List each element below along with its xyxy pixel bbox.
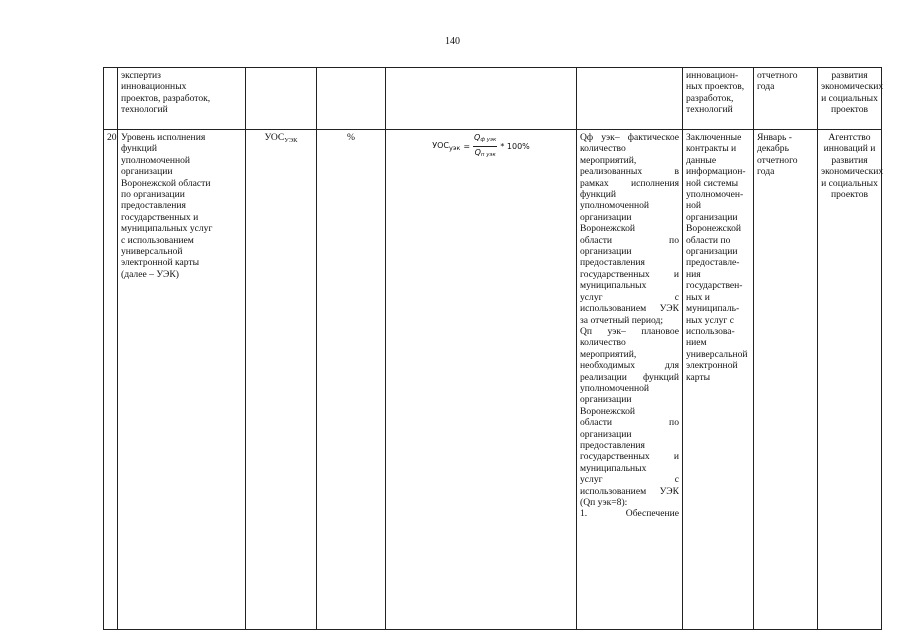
text-line: муниципальных — [580, 280, 647, 292]
text-line: организации — [580, 394, 632, 406]
text-line: Воронежской области — [121, 177, 211, 189]
cell-agency — [818, 68, 882, 130]
text-line: организации — [686, 211, 738, 223]
text-line: разработок, — [686, 92, 734, 104]
text-line: реализации функций — [580, 371, 679, 383]
text-line: универсальной — [121, 246, 183, 258]
formula-denominator: Q — [474, 148, 481, 158]
text-line: универсальной — [686, 348, 748, 360]
formula-numerator: Q — [474, 133, 481, 142]
text-line: использованием УЭК — [580, 303, 679, 315]
cell-symbol — [246, 68, 317, 130]
text-line: рамках исполнения — [580, 177, 679, 189]
text-line: развития — [831, 154, 868, 166]
text-line: государственных и — [580, 451, 679, 463]
calculation-formula — [432, 132, 530, 162]
cell-indicator-name — [118, 68, 246, 130]
text-line: проектов — [830, 104, 869, 116]
text-line: проектов — [830, 189, 869, 201]
text-line: года — [757, 81, 775, 93]
text-line: технологий — [686, 104, 733, 116]
text-line: карты — [686, 371, 711, 383]
formula-multiplier: * 100% — [500, 142, 530, 152]
formula-lhs: УОС — [432, 140, 449, 150]
text-line: Заключенные — [686, 132, 742, 143]
text-line: ных проектов, — [686, 81, 745, 93]
text-line: за отчетный период; — [580, 314, 664, 326]
text-line: Агентство — [828, 132, 871, 143]
text-line: организации — [121, 166, 173, 178]
text-line: данные — [686, 154, 717, 166]
table-row-20 — [104, 130, 882, 630]
text-line: и социальных — [821, 92, 878, 104]
text-line: уполномоченной — [121, 154, 191, 166]
text-line: ной системы — [686, 177, 739, 189]
cell-unit — [317, 68, 386, 130]
text-line: экономических — [821, 166, 884, 178]
page-number: 140 — [445, 36, 460, 47]
text-line: электронной карты — [121, 257, 200, 269]
formula-equals: = — [463, 142, 471, 152]
text-line: государствен- — [686, 280, 743, 292]
text-line: мероприятий, — [580, 154, 637, 166]
text-line: инноваций и — [823, 143, 876, 155]
text-line: с использованием — [121, 234, 194, 246]
text-line: предоставления — [580, 257, 645, 269]
text-line: области по — [580, 234, 679, 246]
cell-formula — [386, 130, 577, 630]
symbol-subscript: УЭК — [284, 137, 298, 144]
text-line: информацион- — [686, 166, 746, 178]
text-line: ных и — [686, 291, 710, 303]
cell-definition — [577, 68, 683, 130]
text-line: уполномочен- — [686, 189, 744, 201]
cell-indicator-name — [118, 130, 246, 630]
text-line: Воронежской — [686, 223, 741, 235]
text-line: организации — [580, 428, 632, 440]
text-line: экономических — [821, 81, 884, 93]
text-line: года — [757, 166, 775, 178]
text-line: функций — [121, 143, 157, 155]
text-line: (далее – УЭК) — [121, 268, 179, 280]
text-line: организации — [580, 246, 632, 258]
cell-number — [104, 68, 118, 130]
text-line: ных услуг с — [686, 314, 735, 326]
text-line: ной — [686, 200, 702, 212]
formula-denominator-subscript: п уэк — [480, 152, 496, 159]
text-line: технологий — [121, 104, 168, 116]
text-line: инновационных — [121, 81, 187, 93]
cell-agency — [818, 130, 882, 630]
text-line: муниципаль- — [686, 303, 740, 315]
cell-source — [683, 68, 754, 130]
formula-lhs-subscript: уэк — [448, 143, 461, 152]
text-line: Qп уэк– плановое — [580, 325, 679, 337]
text-line: услуг с — [580, 474, 679, 486]
text-line: Воронежской — [580, 405, 635, 417]
definition-text — [580, 132, 679, 520]
text-line: отчетного — [757, 154, 798, 166]
cell-formula — [386, 68, 577, 130]
text-line: Qф уэк– фактическое — [580, 132, 679, 143]
text-line: государственных и — [121, 211, 199, 223]
text-line: организации — [580, 211, 632, 223]
text-line: декабрь — [757, 143, 789, 155]
text-line: нием — [686, 337, 707, 349]
text-line: Уровень исполнения — [121, 132, 206, 143]
text-line: использова- — [686, 325, 735, 337]
text-line: количество — [580, 337, 626, 349]
cell-period — [754, 68, 818, 130]
text-line: области по — [686, 234, 731, 246]
text-line: экспертиз — [121, 70, 161, 81]
cell-unit: % — [317, 130, 386, 630]
text-line: уполномоченной — [580, 200, 650, 212]
text-line: использованием УЭК — [580, 485, 679, 497]
table-row-continued — [104, 68, 882, 130]
text-line: предоставления — [121, 200, 186, 212]
text-line: предоставления — [580, 439, 645, 451]
text-line: необходимых для — [580, 360, 679, 372]
text-line: по организации — [121, 189, 185, 201]
symbol-main: УОС — [264, 132, 285, 143]
text-line: инновацион- — [686, 70, 739, 81]
text-line: муниципальных услуг — [121, 223, 213, 235]
text-line: (Qп уэк=8): — [580, 497, 628, 508]
text-line: мероприятий, — [580, 348, 637, 360]
text-line: контракты и — [686, 143, 737, 155]
formula-fraction — [473, 132, 497, 162]
text-line: ния — [686, 268, 701, 280]
cell-definition — [577, 130, 683, 630]
text-line: области по — [580, 417, 679, 429]
text-line: Воронежской — [580, 223, 635, 235]
text-line: и социальных — [821, 177, 878, 189]
text-line: муниципальных — [580, 462, 647, 474]
text-line: уполномоченной — [580, 382, 650, 394]
text-line: электронной — [686, 360, 738, 372]
text-line: количество — [580, 143, 626, 155]
indicator-table — [103, 67, 882, 630]
text-line: отчетного — [757, 70, 798, 81]
text-line: государственных и — [580, 268, 679, 280]
text-line: функций — [580, 189, 616, 201]
text-line: реализованных в — [580, 166, 679, 178]
text-line: проектов, разработок, — [121, 92, 211, 104]
cell-symbol — [246, 130, 317, 630]
cell-number: 20 — [104, 130, 118, 630]
text-line: 1. Обеспечение — [580, 508, 679, 520]
cell-source — [683, 130, 754, 630]
formula-numerator-subscript: ф уэк — [480, 137, 497, 143]
text-line: Январь - — [757, 132, 792, 143]
text-line: услуг с — [580, 291, 679, 303]
text-line: предоставле- — [686, 257, 740, 269]
text-line: организации — [686, 246, 738, 258]
text-line: развития — [831, 70, 868, 81]
cell-period — [754, 130, 818, 630]
